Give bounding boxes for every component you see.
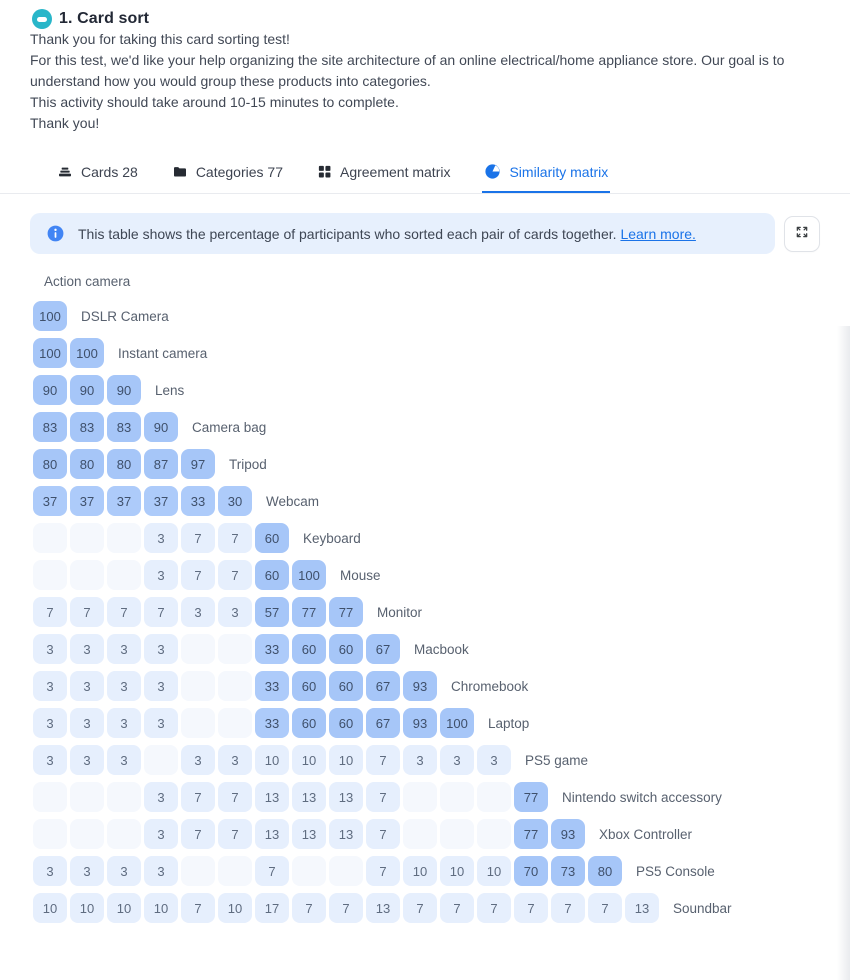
matrix-cell: 30 (218, 486, 252, 516)
intro-text (0, 29, 850, 134)
banner-message: This table shows the percentage of participants who sorted each pair of cards together. (78, 225, 617, 242)
matrix-cell: 3 (107, 708, 141, 738)
matrix-cell: 80 (70, 449, 104, 479)
matrix-row-label: Macbook (414, 641, 469, 657)
matrix-cell: 7 (181, 893, 215, 923)
expand-button[interactable] (784, 216, 820, 252)
matrix-cell: 17 (255, 893, 289, 923)
matrix-cell: 33 (255, 634, 289, 664)
matrix-cell: 3 (144, 708, 178, 738)
intro-paragraph: For this test, we'd like your help organizing the site architecture of an online electrical/home appliance store. Our goal is to understand how you would group these products into categories. (30, 52, 785, 89)
tab-cards[interactable] (55, 158, 140, 193)
matrix-cell: 7 (70, 597, 104, 627)
matrix-row (33, 560, 850, 590)
matrix-cell: 60 (255, 560, 289, 590)
matrix-cell: 60 (329, 671, 363, 701)
matrix-row-label: Instant camera (118, 345, 208, 361)
matrix-cell: 13 (366, 893, 400, 923)
matrix-cell: 10 (70, 893, 104, 923)
matrix-row (33, 375, 850, 405)
intro-paragraph: Thank you for taking this card sorting test! (30, 31, 290, 47)
matrix-cell: 87 (144, 449, 178, 479)
matrix-cell: 3 (144, 560, 178, 590)
banner-text (78, 226, 696, 242)
matrix-cell: 13 (255, 819, 289, 849)
matrix-cell: 3 (144, 856, 178, 886)
matrix-cell: 60 (255, 523, 289, 553)
matrix-cell: 67 (366, 671, 400, 701)
tab-similarity-matrix[interactable] (482, 158, 610, 193)
matrix-cell: 3 (218, 597, 252, 627)
matrix-cell: 83 (107, 412, 141, 442)
matrix-cell: 80 (33, 449, 67, 479)
info-banner (30, 213, 775, 254)
matrix-cell: 90 (144, 412, 178, 442)
matrix-cell: 3 (70, 745, 104, 775)
matrix-cell: 13 (292, 782, 326, 812)
folder-icon (172, 164, 188, 180)
matrix-cell: 13 (329, 782, 363, 812)
matrix-cell: 3 (33, 745, 67, 775)
matrix-cell: 3 (218, 745, 252, 775)
matrix-cell: 7 (181, 523, 215, 553)
matrix-cell (218, 708, 252, 738)
matrix-cell: 7 (551, 893, 585, 923)
matrix-cell: 3 (107, 634, 141, 664)
matrix-cell: 10 (218, 893, 252, 923)
matrix-cell: 7 (218, 782, 252, 812)
matrix-row (33, 634, 850, 664)
matrix-row (33, 671, 850, 701)
matrix-cell: 7 (218, 523, 252, 553)
matrix-cell: 77 (514, 782, 548, 812)
matrix-cell: 7 (403, 893, 437, 923)
matrix-cell: 67 (366, 708, 400, 738)
matrix-cell (33, 782, 67, 812)
matrix-cell (70, 523, 104, 553)
matrix-cell: 7 (366, 745, 400, 775)
matrix-cell: 13 (292, 819, 326, 849)
matrix-row (33, 486, 850, 516)
matrix-cell: 60 (292, 708, 326, 738)
matrix-cell: 83 (33, 412, 67, 442)
matrix-cell: 3 (107, 856, 141, 886)
cards-icon (57, 164, 73, 180)
matrix-cell: 7 (181, 560, 215, 590)
tab-categories[interactable] (170, 158, 285, 193)
matrix-cell (181, 634, 215, 664)
matrix-cell: 10 (329, 745, 363, 775)
similarity-icon (484, 163, 501, 180)
matrix-cell (33, 819, 67, 849)
matrix-cell: 97 (181, 449, 215, 479)
matrix-cell: 37 (33, 486, 67, 516)
matrix-cell: 100 (70, 338, 104, 368)
matrix-row-label: Laptop (488, 715, 530, 731)
matrix-cell: 3 (144, 634, 178, 664)
matrix-cell: 90 (33, 375, 67, 405)
matrix-row-label: Webcam (266, 493, 320, 509)
matrix-cell: 60 (292, 671, 326, 701)
matrix-cell: 10 (403, 856, 437, 886)
matrix-cell (403, 819, 437, 849)
matrix-row (33, 597, 850, 627)
matrix-cell: 7 (292, 893, 326, 923)
matrix-row-label: Action camera (44, 274, 131, 289)
matrix-row-label: Xbox Controller (599, 826, 693, 842)
matrix-cell: 13 (255, 782, 289, 812)
matrix-cell: 3 (33, 634, 67, 664)
matrix-cell: 3 (33, 671, 67, 701)
matrix-cell: 100 (33, 338, 67, 368)
matrix-cell: 7 (107, 597, 141, 627)
matrix-cell: 3 (144, 523, 178, 553)
matrix-cell: 3 (181, 745, 215, 775)
matrix-cell: 93 (403, 671, 437, 701)
matrix-cell: 3 (144, 782, 178, 812)
matrix-cell (329, 856, 363, 886)
matrix-row-label: Lens (155, 382, 185, 398)
intro-paragraph: Thank you! (30, 115, 100, 131)
tab-agreement-matrix[interactable] (315, 158, 452, 193)
matrix-cell: 33 (181, 486, 215, 516)
matrix-cell: 10 (144, 893, 178, 923)
matrix-cell: 90 (107, 375, 141, 405)
matrix-cell (107, 523, 141, 553)
matrix-cell (218, 856, 252, 886)
matrix-cell: 10 (440, 856, 474, 886)
matrix-row (33, 708, 850, 738)
matrix-row-label: Tripod (229, 456, 267, 472)
matrix-cell: 73 (551, 856, 585, 886)
matrix-cell (107, 819, 141, 849)
matrix-cell: 33 (255, 671, 289, 701)
matrix-cell: 100 (292, 560, 326, 590)
matrix-cell: 3 (440, 745, 474, 775)
matrix-cell: 7 (366, 856, 400, 886)
matrix-cell: 10 (33, 893, 67, 923)
matrix-cell (70, 782, 104, 812)
matrix-row-label: PS5 Console (636, 863, 715, 879)
matrix-cell: 7 (366, 782, 400, 812)
matrix-row (33, 745, 850, 775)
matrix-cell: 3 (70, 634, 104, 664)
matrix-cell: 60 (329, 634, 363, 664)
matrix-cell: 7 (477, 893, 511, 923)
matrix-cell (33, 560, 67, 590)
matrix-row (33, 782, 850, 812)
matrix-cell: 7 (329, 893, 363, 923)
matrix-row-label: Mouse (340, 567, 381, 583)
tab-label: Categories 77 (195, 163, 283, 180)
matrix-cell: 3 (144, 671, 178, 701)
matrix-row-label: Nintendo switch accessory (562, 789, 722, 805)
matrix-cell (218, 634, 252, 664)
tab-label: Similarity matrix (509, 163, 609, 180)
matrix-cell: 80 (588, 856, 622, 886)
matrix-cell (181, 856, 215, 886)
matrix-row (33, 523, 850, 553)
matrix-cell: 90 (70, 375, 104, 405)
matrix-row (33, 449, 850, 479)
matrix-cell: 7 (514, 893, 548, 923)
matrix-cell (477, 819, 511, 849)
matrix-cell: 3 (107, 745, 141, 775)
page-title: 1. Card sort (59, 10, 150, 27)
matrix-cell: 3 (70, 708, 104, 738)
matrix-cell: 7 (181, 782, 215, 812)
matrix-cell: 100 (33, 301, 67, 331)
matrix-row-label: PS5 game (525, 752, 589, 768)
matrix-cell (70, 560, 104, 590)
matrix-cell (107, 782, 141, 812)
matrix-cell: 70 (514, 856, 548, 886)
matrix-cell: 57 (255, 597, 289, 627)
matrix-row (33, 412, 850, 442)
matrix-cell: 3 (70, 671, 104, 701)
grid-icon (317, 164, 332, 179)
matrix-cell: 77 (292, 597, 326, 627)
matrix-cell (181, 671, 215, 701)
matrix-cell: 3 (33, 708, 67, 738)
matrix-row (33, 856, 850, 886)
matrix-cell: 3 (403, 745, 437, 775)
expand-icon (795, 225, 809, 244)
matrix-cell: 37 (70, 486, 104, 516)
matrix-cell: 33 (255, 708, 289, 738)
matrix-cell: 7 (218, 560, 252, 590)
matrix-cell: 10 (255, 745, 289, 775)
matrix-cell: 7 (144, 597, 178, 627)
matrix-cell: 3 (107, 671, 141, 701)
matrix-row-label: Monitor (377, 604, 423, 620)
matrix-cell: 7 (366, 819, 400, 849)
tab-bar (0, 158, 850, 194)
matrix-cell (218, 671, 252, 701)
matrix-row-label: Keyboard (303, 530, 361, 546)
matrix-cell (181, 708, 215, 738)
matrix-row-label: Soundbar (673, 900, 732, 916)
matrix-cell: 3 (144, 819, 178, 849)
matrix-cell: 10 (107, 893, 141, 923)
similarity-matrix (33, 271, 850, 923)
info-icon (46, 224, 65, 243)
matrix-cell: 83 (70, 412, 104, 442)
matrix-cell (440, 782, 474, 812)
matrix-cell: 3 (181, 597, 215, 627)
matrix-cell: 13 (625, 893, 659, 923)
card-sort-step-icon (32, 9, 52, 29)
matrix-cell: 13 (329, 819, 363, 849)
matrix-cell: 37 (107, 486, 141, 516)
matrix-cell (33, 523, 67, 553)
matrix-cell: 80 (107, 449, 141, 479)
matrix-cell: 93 (551, 819, 585, 849)
matrix-cell: 67 (366, 634, 400, 664)
matrix-toolbar (30, 213, 820, 254)
matrix-cell: 93 (403, 708, 437, 738)
matrix-cell: 77 (329, 597, 363, 627)
matrix-row (33, 819, 850, 849)
matrix-cell: 60 (292, 634, 326, 664)
matrix-cell (403, 782, 437, 812)
matrix-cell (477, 782, 511, 812)
matrix-cell: 7 (218, 819, 252, 849)
matrix-cell (107, 560, 141, 590)
matrix-cell (70, 819, 104, 849)
matrix-cell (440, 819, 474, 849)
matrix-row (33, 338, 850, 368)
matrix-cell: 10 (292, 745, 326, 775)
matrix-row-label: DSLR Camera (81, 308, 169, 324)
matrix-cell: 3 (33, 856, 67, 886)
matrix-row-label: Camera bag (192, 419, 267, 435)
intro-paragraph: This activity should take around 10-15 minutes to complete. (30, 94, 399, 110)
page-header (0, 0, 850, 29)
matrix-cell: 3 (477, 745, 511, 775)
matrix-row-label: Chromebook (451, 678, 529, 694)
tab-label: Agreement matrix (339, 163, 451, 180)
matrix-row (33, 893, 850, 923)
matrix-cell: 100 (440, 708, 474, 738)
matrix-cell: 10 (477, 856, 511, 886)
matrix-cell: 60 (329, 708, 363, 738)
matrix-cell: 77 (514, 819, 548, 849)
matrix-cell: 7 (255, 856, 289, 886)
learn-more-link[interactable]: Learn more. (620, 225, 696, 242)
matrix-cell: 7 (440, 893, 474, 923)
matrix-cell: 7 (588, 893, 622, 923)
matrix-cell (144, 745, 178, 775)
matrix-row (33, 301, 850, 331)
tab-label: Cards 28 (81, 163, 138, 180)
matrix-cell: 7 (181, 819, 215, 849)
matrix-cell: 3 (70, 856, 104, 886)
matrix-cell (292, 856, 326, 886)
matrix-cell: 37 (144, 486, 178, 516)
matrix-row (33, 271, 850, 292)
matrix-cell: 7 (33, 597, 67, 627)
